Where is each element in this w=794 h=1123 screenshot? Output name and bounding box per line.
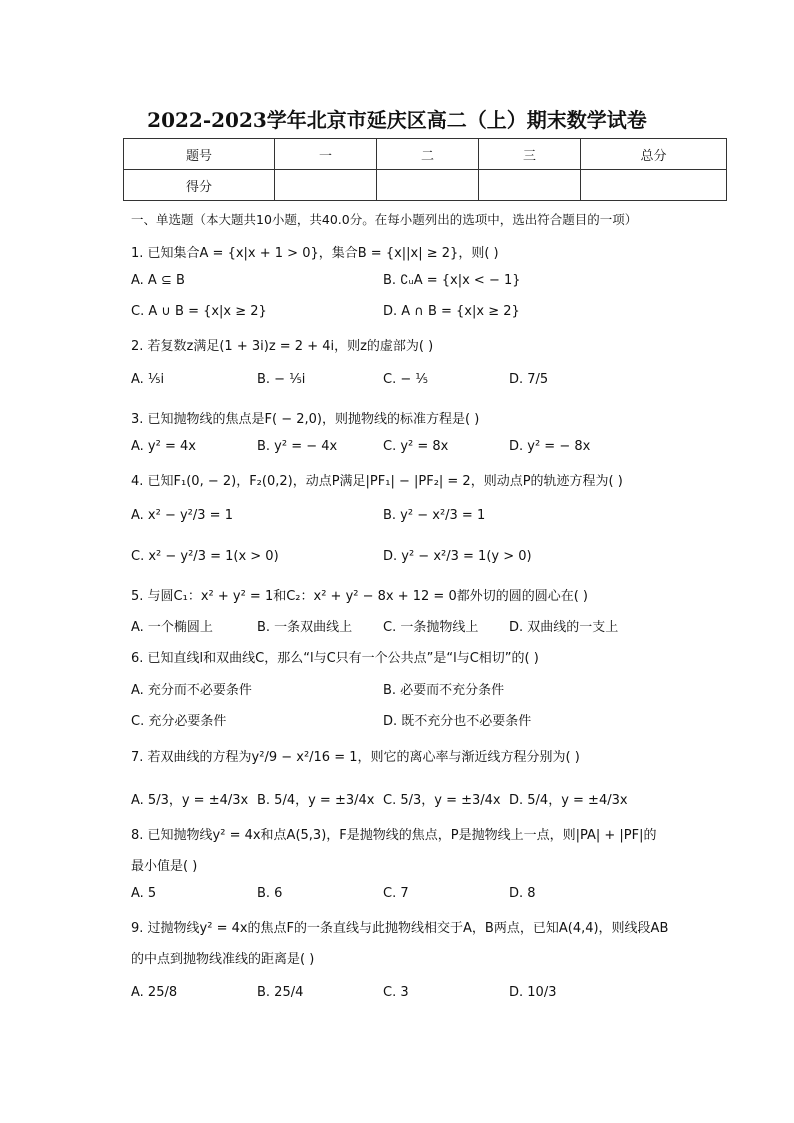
question-2: 2. 若复数z满足(1 + 3i)z = 2 + 4i，则z的虚部为( )	[131, 339, 434, 354]
option-a[interactable]: A. A ⊆ B	[131, 273, 185, 288]
table-cell: 二	[377, 139, 479, 170]
section-heading: 一、单选题（本大题共10小题，共40.0分。在每小题列出的选项中，选出符合题目的一项）	[131, 212, 638, 227]
option-b[interactable]: B. − ⅕i	[257, 372, 306, 387]
option-b[interactable]: B. 必要而不充分条件	[383, 683, 505, 698]
option-b[interactable]: B. ∁ᵤA = {x|x < − 1}	[383, 273, 521, 288]
table-row	[124, 139, 727, 170]
option-d[interactable]: D. 10/3	[509, 985, 557, 1000]
option-a[interactable]: A. 充分而不必要条件	[131, 683, 252, 698]
option-c[interactable]: C. 3	[383, 985, 409, 1000]
option-a[interactable]: A. 5	[131, 886, 157, 901]
option-d[interactable]: D. 5/4，y = ±4/3x	[509, 793, 628, 808]
question-8: 8. 已知抛物线y² = 4x和点A(5,3)，F是抛物线的焦点，P是抛物线上一点，则|PA| + |PF|的	[131, 828, 657, 843]
question-8-cont: 最小值是( )	[131, 859, 198, 874]
option-b[interactable]: B. 5/4，y = ±3/4x	[257, 793, 375, 808]
option-c[interactable]: C. y² = 8x	[383, 439, 449, 454]
option-b[interactable]: B. 25/4	[257, 985, 304, 1000]
table-cell: 题号	[124, 139, 275, 170]
score-input-1[interactable]	[275, 170, 377, 201]
option-b[interactable]: B. y² = − 4x	[257, 439, 338, 454]
question-9: 9. 过抛物线y² = 4x的焦点F的一条直线与此抛物线相交于A，B两点，已知A(4,4)，则线段AB	[131, 921, 669, 936]
question-4: 4. 已知F₁(0, − 2)，F₂(0,2)，动点P满足|PF₁| − |PF₂| = 2，则动点P的轨迹方程为( )	[131, 474, 623, 489]
score-input-2[interactable]	[377, 170, 479, 201]
option-c[interactable]: C. 7	[383, 886, 409, 901]
option-b[interactable]: B. 6	[257, 886, 283, 901]
question-3: 3. 已知抛物线的焦点是F( − 2,0)，则抛物线的标准方程是( )	[131, 412, 480, 427]
option-a[interactable]: A. y² = 4x	[131, 439, 196, 454]
question-5: 5. 与圆C₁：x² + y² = 1和C₂：x² + y² − 8x + 12 = 0都外切的圆的圆心在( )	[131, 589, 588, 604]
table-row	[124, 170, 727, 201]
score-input-3[interactable]	[479, 170, 581, 201]
question-7: 7. 若双曲线的方程为y²/9 − x²/16 = 1，则它的离心率与渐近线方程分别为( )	[131, 750, 580, 765]
option-d[interactable]: D. 7/5	[509, 372, 549, 387]
option-c[interactable]: C. 充分必要条件	[131, 714, 227, 729]
option-b[interactable]: B. y² − x²/3 = 1	[383, 508, 486, 523]
table-cell: 三	[479, 139, 581, 170]
page-title: 2022-2023学年北京市延庆区高二（上）期末数学试卷	[147, 108, 647, 132]
option-a[interactable]: A. 一个椭圆上	[131, 620, 213, 635]
question-9-cont: 的中点到抛物线准线的距离是( )	[131, 952, 315, 967]
option-a[interactable]: A. ⅕i	[131, 372, 165, 387]
option-d[interactable]: D. 8	[509, 886, 536, 901]
option-c[interactable]: C. x² − y²/3 = 1(x > 0)	[131, 549, 279, 564]
option-d[interactable]: D. A ∩ B = {x|x ≥ 2}	[383, 304, 520, 319]
option-a[interactable]: A. 5/3，y = ±4/3x	[131, 793, 249, 808]
option-d[interactable]: D. y² = − 8x	[509, 439, 591, 454]
option-a[interactable]: A. 25/8	[131, 985, 178, 1000]
question-6: 6. 已知直线l和双曲线C，那么“l与C只有一个公共点”是“l与C相切”的( )	[131, 651, 539, 666]
option-b[interactable]: B. 一条双曲线上	[257, 620, 353, 635]
option-d[interactable]: D. 既不充分也不必要条件	[383, 714, 532, 729]
option-a[interactable]: A. x² − y²/3 = 1	[131, 508, 233, 523]
table-cell: 一	[275, 139, 377, 170]
score-table	[123, 138, 727, 201]
option-d[interactable]: D. y² − x²/3 = 1(y > 0)	[383, 549, 532, 564]
option-d[interactable]: D. 双曲线的一支上	[509, 620, 619, 635]
score-input-total[interactable]	[581, 170, 727, 201]
table-cell: 得分	[124, 170, 275, 201]
option-c[interactable]: C. − ⅕	[383, 372, 428, 387]
option-c[interactable]: C. 5/3，y = ±3/4x	[383, 793, 501, 808]
option-c[interactable]: C. A ∪ B = {x|x ≥ 2}	[131, 304, 267, 319]
table-cell: 总分	[581, 139, 727, 170]
question-1: 1. 已知集合A = {x|x + 1 > 0}，集合B = {x||x| ≥ 2}，则( )	[131, 246, 499, 261]
option-c[interactable]: C. 一条抛物线上	[383, 620, 479, 635]
